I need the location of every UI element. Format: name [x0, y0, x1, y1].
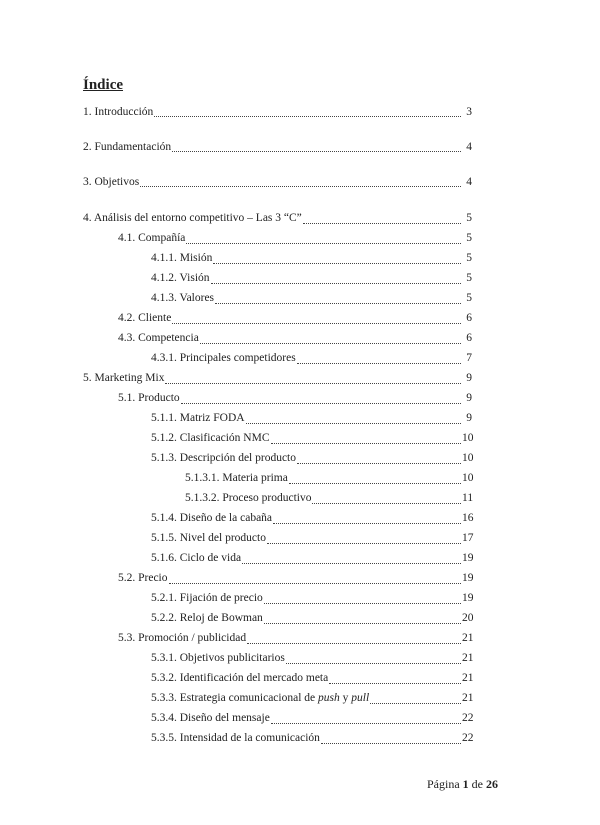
toc-entry-label — [151, 712, 270, 724]
toc-entry-label — [151, 512, 272, 524]
table-of-contents — [0, 103, 600, 748]
leader-dots — [213, 253, 461, 264]
toc-entry-page: 5 — [466, 232, 472, 244]
toc-entry-page: 9 — [466, 412, 472, 424]
leader-dots — [289, 473, 461, 484]
toc-entry-text: 5. Marketing Mix — [83, 372, 165, 384]
leader-dots — [329, 673, 461, 684]
toc-entry-page: 6 — [466, 312, 472, 324]
leader-dots — [312, 493, 461, 504]
toc-entry-label — [151, 252, 212, 264]
toc-entry-text: 5.3.1. Objetivos publicitarios — [151, 652, 285, 664]
toc-entry-text-part: push — [318, 692, 340, 704]
toc-entry[interactable] — [0, 488, 600, 508]
leader-dots — [172, 313, 461, 324]
leader-dots — [186, 233, 461, 244]
toc-entry-page: 21 — [462, 652, 474, 664]
toc-entry-text: 2. Fundamentación — [83, 141, 172, 153]
leader-dots — [271, 713, 461, 724]
toc-entry-label — [118, 632, 246, 644]
toc-entry-page: 21 — [462, 692, 474, 704]
leader-dots — [215, 293, 461, 304]
leader-dots — [273, 513, 461, 524]
toc-entry-text: 5.3.3. Estrategia comunicacional de — [151, 692, 319, 704]
toc-entry-text: 4.1.1. Misión — [151, 252, 213, 264]
footer-mid: de — [468, 777, 486, 791]
toc-entry-page: 9 — [466, 392, 472, 404]
toc-entry-label — [185, 472, 288, 484]
toc-entry-text: 4.1.3. Valores — [151, 292, 215, 304]
toc-entry-text: 5.3.4. Diseño del mensaje — [151, 712, 270, 724]
leader-dots — [321, 733, 461, 744]
toc-entry[interactable] — [0, 288, 600, 308]
toc-entry-label — [151, 272, 210, 284]
leader-dots — [242, 553, 461, 564]
toc-entry-text: 5.2. Precio — [118, 572, 168, 584]
toc-entry-text: 4.3.1. Principales competidores — [151, 352, 296, 364]
toc-entry-page: 19 — [462, 592, 474, 604]
toc-entry-label — [83, 176, 139, 188]
toc-entry-page: 10 — [462, 452, 474, 464]
toc-entry-page: 17 — [462, 532, 474, 544]
toc-entry[interactable] — [0, 548, 600, 568]
toc-entry[interactable] — [0, 248, 600, 268]
toc-entry[interactable] — [0, 668, 600, 688]
toc-entry-page: 21 — [462, 672, 474, 684]
toc-entry-text: 4. Análisis del entorno competitivo – Las 3 “C” — [83, 212, 302, 224]
toc-entry-text: 5.1.4. Diseño de la cabaña — [151, 512, 273, 524]
toc-entry-text: 5.2.2. Reloj de Bowman — [151, 612, 263, 624]
leader-dots — [264, 593, 461, 604]
leader-dots — [154, 106, 461, 117]
toc-entry-text: 4.2. Cliente — [118, 312, 172, 324]
toc-entry-page: 4 — [466, 176, 472, 188]
toc-entry[interactable] — [0, 348, 600, 368]
page-title: Índice — [83, 77, 124, 93]
toc-entry-page: 7 — [466, 352, 472, 364]
toc-entry[interactable] — [0, 448, 600, 468]
toc-entry[interactable] — [0, 308, 600, 328]
toc-entry-label — [185, 492, 311, 504]
toc-entry-label — [151, 652, 285, 664]
toc-entry[interactable] — [0, 728, 600, 748]
toc-entry-page: 11 — [462, 492, 474, 504]
total-pages: 26 — [486, 777, 498, 791]
toc-entry-page: 3 — [466, 106, 472, 118]
toc-entry-label — [151, 432, 270, 444]
leader-dots — [181, 393, 461, 404]
toc-entry-page: 20 — [462, 612, 474, 624]
toc-entry[interactable] — [0, 588, 600, 608]
toc-entry-label — [151, 732, 320, 744]
toc-entry-page: 10 — [462, 472, 474, 484]
toc-entry-text: 5.1. Producto — [118, 392, 180, 404]
leader-dots — [200, 333, 461, 344]
toc-entry-text: 1. Introducción — [83, 106, 154, 118]
toc-entry[interactable] — [0, 528, 600, 548]
toc-entry-page: 10 — [462, 432, 474, 444]
toc-entry[interactable] — [0, 328, 600, 348]
toc-entry-label — [151, 532, 266, 544]
toc-entry-page: 5 — [466, 272, 472, 284]
toc-entry-text: 5.1.5. Nivel del producto — [151, 532, 266, 544]
page-footer — [427, 777, 498, 792]
toc-entry-label — [151, 672, 328, 684]
toc-entry-text: 5.1.3.2. Proceso productivo — [185, 492, 312, 504]
toc-entry-page: 22 — [462, 712, 474, 724]
toc-entry-text: 5.3. Promoción / publicidad — [118, 632, 247, 644]
toc-entry-text: 5.1.3.1. Materia prima — [185, 472, 288, 484]
toc-entry-page: 19 — [462, 552, 474, 564]
toc-entry-label — [151, 692, 369, 704]
toc-entry-text: 5.1.1. Matriz FODA — [151, 412, 245, 424]
toc-entry-label — [83, 141, 171, 153]
toc-entry-label — [118, 572, 168, 584]
toc-entry-label — [118, 332, 199, 344]
toc-entry-page: 16 — [462, 512, 474, 524]
toc-entry-text: 4.1. Compañía — [118, 232, 186, 244]
toc-entry[interactable] — [0, 228, 600, 248]
toc-entry-label — [118, 232, 185, 244]
toc-entry-text: 4.1.2. Visión — [151, 272, 210, 284]
toc-entry-label — [83, 212, 302, 224]
toc-entry-text: 5.3.5. Intensidad de la comunicación — [151, 732, 320, 744]
leader-dots — [370, 693, 461, 704]
footer-prefix: Página — [427, 777, 463, 791]
toc-entry-label — [151, 452, 296, 464]
toc-entry-text-part: pull — [351, 692, 370, 704]
leader-dots — [211, 273, 461, 284]
leader-dots — [297, 453, 461, 464]
toc-entry-label — [151, 412, 245, 424]
toc-entry[interactable] — [0, 508, 600, 528]
toc-entry-page: 19 — [462, 572, 474, 584]
leader-dots — [286, 653, 461, 664]
toc-entry-page: 5 — [466, 292, 472, 304]
toc-entry-label — [151, 612, 263, 624]
toc-entry-page: 21 — [462, 632, 474, 644]
leader-dots — [264, 613, 461, 624]
toc-entry-label — [151, 292, 214, 304]
toc-entry-text: 3. Objetivos — [83, 176, 140, 188]
toc-entry-label — [83, 372, 164, 384]
leader-dots — [267, 533, 461, 544]
leader-dots — [297, 353, 461, 364]
toc-entry[interactable] — [0, 103, 600, 138]
leader-dots — [172, 141, 461, 152]
toc-entry[interactable] — [0, 648, 600, 668]
toc-entry[interactable] — [0, 568, 600, 588]
leader-dots — [246, 413, 461, 424]
toc-entry[interactable] — [0, 608, 600, 628]
leader-dots — [247, 633, 461, 644]
leader-dots — [165, 373, 461, 384]
toc-entry[interactable] — [0, 173, 600, 208]
toc-entry-text: 4.3. Competencia — [118, 332, 199, 344]
toc-entry[interactable] — [0, 138, 600, 173]
toc-entry[interactable] — [0, 468, 600, 488]
current-page: 1 — [462, 777, 469, 791]
leader-dots — [271, 433, 462, 444]
toc-entry-page: 5 — [466, 252, 472, 264]
toc-entry-page: 9 — [466, 372, 472, 384]
toc-entry[interactable] — [0, 368, 600, 388]
toc-entry-text-part: y — [339, 692, 352, 704]
toc-entry[interactable] — [0, 688, 600, 708]
toc-entry[interactable] — [0, 208, 600, 228]
toc-entry-page: 5 — [466, 212, 472, 224]
toc-entry-label — [151, 352, 296, 364]
toc-entry-label — [83, 106, 153, 118]
toc-entry-text: 5.3.2. Identificación del mercado meta — [151, 672, 329, 684]
toc-entry[interactable] — [0, 428, 600, 448]
toc-entry-page: 6 — [466, 332, 472, 344]
toc-entry-label — [118, 392, 180, 404]
toc-entry[interactable] — [0, 408, 600, 428]
toc-entry[interactable] — [0, 628, 600, 648]
toc-entry-page: 4 — [466, 141, 472, 153]
leader-dots — [140, 176, 461, 187]
toc-entry-text: 5.1.2. Clasificación NMC — [151, 432, 270, 444]
leader-dots — [303, 213, 461, 224]
toc-entry-text: 5.2.1. Fijación de precio — [151, 592, 263, 604]
toc-entry[interactable] — [0, 708, 600, 728]
toc-entry-label — [118, 312, 171, 324]
toc-entry-text: 5.1.6. Ciclo de vida — [151, 552, 242, 564]
toc-entry-page: 22 — [462, 732, 474, 744]
toc-entry[interactable] — [0, 388, 600, 408]
toc-entry-label — [151, 552, 241, 564]
toc-entry-label — [151, 592, 263, 604]
leader-dots — [169, 573, 461, 584]
toc-entry-text: 5.1.3. Descripción del producto — [151, 452, 296, 464]
toc-entry[interactable] — [0, 268, 600, 288]
